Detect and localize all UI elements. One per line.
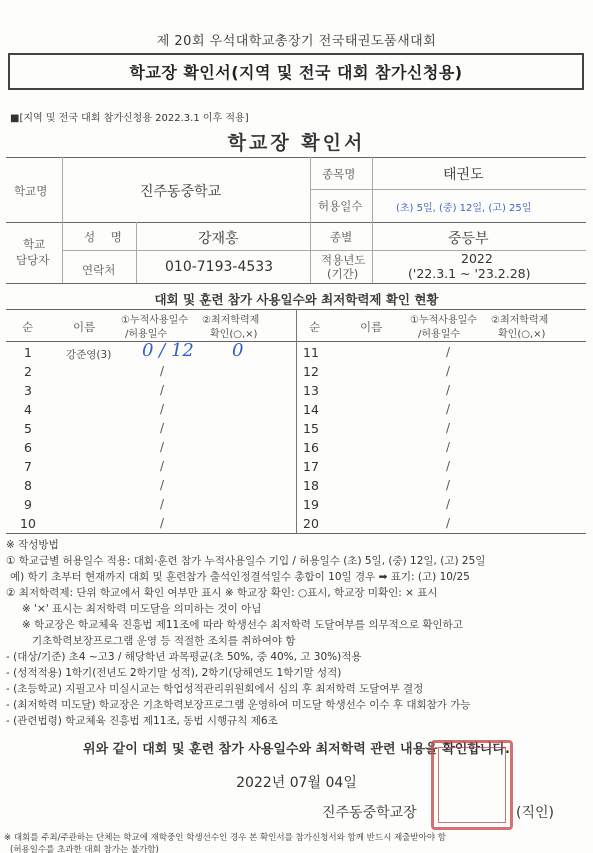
row-no-right: 19 xyxy=(303,497,319,512)
row-no-right: 12 xyxy=(303,364,319,379)
row-no: 3 xyxy=(24,383,32,398)
header-no: 순 xyxy=(22,320,34,334)
event-label: 종목명 xyxy=(322,167,356,181)
row-no: 7 xyxy=(24,459,32,474)
row-no-right: 18 xyxy=(303,478,319,493)
note-line: - (성적적용) 1학기(전년도 2학기말 성적), 2학기(당해연도 1학기말 성적) xyxy=(6,667,342,679)
note-heading: ※ 작성방법 xyxy=(6,539,59,551)
status-table-bottom-border xyxy=(6,533,586,534)
footer-note: ※ 대회를 주최/주관하는 단체는 학교에 재학중인 학생선수인 경우 본 확인서를 참가신청서와 함께 반드시 제출받아야 함 xyxy=(4,833,446,843)
row-days-right: / xyxy=(446,345,451,359)
footer-note-2: (허용일수를 초과한 대회 참가는 불가함) xyxy=(10,845,159,853)
info-divider xyxy=(310,189,586,190)
allowed-days-label: 허용일수 xyxy=(318,199,363,213)
manager-label-line1: 학교 xyxy=(23,237,46,251)
note-line: ① 학교급별 허용일수 적용: 대회·훈련 참가 누적사용일수 기입 / 허용일수 (초) 5일, (중) 12일, (고) 25일 xyxy=(6,555,486,567)
note-line: ② 최저학력제: 단위 학교에서 확인 여부만 표시 ※ 학교장 확인: ○표시, 학교장 미확인: × 표시 xyxy=(6,587,438,599)
signer-seal-mark: (직인) xyxy=(516,805,554,821)
row-name: 강준영(3) xyxy=(66,349,112,361)
note-line: ※ 학교장은 학교체육 진흥법 제11조에 따라 학생선수 최저학력 도달여부를 의무적으로 확인하고 xyxy=(22,619,463,631)
year-period-value: ('22.3.1 ~ '23.2.28) xyxy=(408,266,531,281)
manager-contact-label: 연락처 xyxy=(82,263,116,277)
event-value: 태권도 xyxy=(443,167,484,183)
row-days: / xyxy=(160,364,165,378)
header-check-line2: 확인(○,×) xyxy=(210,329,258,340)
note-line: - (관련법령) 학교체육 진흥법 제11조, 동법 시행규칙 제6조 xyxy=(6,715,278,727)
status-table-center-divider xyxy=(296,309,297,533)
manager-name-label: 성 명 xyxy=(84,230,128,244)
row-no-right: 14 xyxy=(303,402,319,417)
school-name-label: 학교명 xyxy=(14,184,48,198)
event-title: 제 20회 우석대학교총장기 전국태권도품새대회 xyxy=(156,34,437,49)
header-name-right: 이름 xyxy=(360,320,383,334)
row-days: / xyxy=(160,440,165,454)
status-section-title: 대회 및 훈련 참가 사용일수와 최저학력제 확인 현황 xyxy=(154,292,439,307)
year-value: 2022 xyxy=(461,251,493,266)
info-divider xyxy=(62,250,586,251)
note-line: - (대상/기준) 초4 ~고3 / 해당학년 과목평균(초 50%, 중 40%, 고 30%)적용 xyxy=(6,651,362,663)
row-no-right: 11 xyxy=(303,345,319,360)
banner-text: 학교장 확인서(지역 및 전국 대회 참가신청용) xyxy=(129,63,463,82)
row-no: 10 xyxy=(20,516,36,531)
header-check-line1-right: ②최저학력제 xyxy=(491,315,549,326)
allowed-days-value: (초) 5일, (중) 12일, (고) 25일 xyxy=(396,203,532,214)
row-no-right: 16 xyxy=(303,440,319,455)
row-no-right: 15 xyxy=(303,421,319,436)
row-days-right: / xyxy=(446,459,451,473)
school-name-value: 진주동중학교 xyxy=(140,184,222,200)
row-check-handwritten: 0 xyxy=(232,340,244,361)
manager-label-line2: 담당자 xyxy=(16,253,50,267)
usage-note: ■[지역 및 전국 대회 참가신청용 2022.3.1 이후 적용] xyxy=(10,113,249,124)
row-no: 8 xyxy=(24,478,32,493)
official-seal-stamp xyxy=(431,740,513,830)
header-days-line2: /허용일수 xyxy=(125,329,168,340)
row-days-right: / xyxy=(446,516,451,530)
row-days: / xyxy=(160,459,165,473)
document-banner xyxy=(8,53,584,90)
row-days-right: / xyxy=(446,402,451,416)
info-divider xyxy=(6,222,586,223)
info-col-line xyxy=(136,222,137,283)
row-days: / xyxy=(160,402,165,416)
row-days-right: / xyxy=(446,421,451,435)
header-check-line1: ②최저학력제 xyxy=(202,315,260,326)
note-line: 기초학력보장프로그램 운영 등 적절한 조치를 취하여야 함 xyxy=(32,635,296,647)
row-days-right: / xyxy=(446,440,451,454)
year-label-line2: (기간) xyxy=(327,267,359,281)
note-line: ※ '×' 표시는 최저학력 미도달을 의미하는 것이 아님 xyxy=(22,603,262,615)
row-days-handwritten: 0 / 12 xyxy=(142,340,194,361)
manager-name-value: 강재홍 xyxy=(198,231,239,247)
year-label-line1: 적용년도 xyxy=(321,253,366,267)
note-line: - (최저학력 미도달) 학교장은 기초학력보장프로그램 운영하여 미도달 학생선수 이수 후 대회참가 가능 xyxy=(6,699,471,711)
row-days: / xyxy=(160,421,165,435)
row-no-right: 20 xyxy=(303,516,319,531)
header-no-right: 순 xyxy=(309,320,321,334)
row-no: 6 xyxy=(24,440,32,455)
header-days-line2-right: /허용일수 xyxy=(418,329,461,340)
header-check-line2-right: 확인(○,×) xyxy=(498,329,546,340)
row-days: / xyxy=(160,516,165,530)
header-days-line1: ①누적사용일수 xyxy=(121,315,188,326)
confirmation-statement: 위와 같이 대회 및 훈련 참가 사용일수와 최저학력 관련 내용을 확인합니다. xyxy=(83,742,510,757)
row-days-right: / xyxy=(446,383,451,397)
row-days: / xyxy=(160,383,165,397)
signer-name: 진주동중학교장 xyxy=(322,805,417,821)
header-name: 이름 xyxy=(73,320,96,334)
row-no: 5 xyxy=(24,421,32,436)
row-no-right: 13 xyxy=(303,383,319,398)
category-value: 중등부 xyxy=(448,231,489,247)
document-title: 학교장 확인서 xyxy=(227,132,366,154)
issue-date: 2022년 07월 04일 xyxy=(236,775,357,791)
seal-inner-border xyxy=(438,747,506,823)
note-line: 예) 학기 초부터 현재까지 대회 및 훈련참가 출석인정결석일수 총합이 10일 경우 ➡ 표기: (고) 10/25 xyxy=(10,571,470,583)
note-line: - (초등학교) 지필고사 미실시교는 학업성적관리위원회에서 심의 후 최저학력 도달여부 결정 xyxy=(6,683,424,695)
header-days-line1-right: ①누적사용일수 xyxy=(410,315,477,326)
row-days: / xyxy=(160,478,165,492)
row-no: 2 xyxy=(24,364,32,379)
row-days-right: / xyxy=(446,497,451,511)
row-days-right: / xyxy=(446,478,451,492)
row-no-right: 17 xyxy=(303,459,319,474)
info-col-line xyxy=(62,157,63,283)
info-col-line xyxy=(372,157,373,283)
row-no: 4 xyxy=(24,402,32,417)
row-no: 9 xyxy=(24,497,32,512)
row-no: 1 xyxy=(24,345,32,360)
info-table-top-border xyxy=(6,157,586,158)
info-divider xyxy=(6,283,586,284)
info-col-line xyxy=(310,157,311,283)
row-days-right: / xyxy=(446,364,451,378)
manager-contact-value: 010-7193-4533 xyxy=(165,259,274,275)
category-label: 종별 xyxy=(330,230,353,244)
row-days: / xyxy=(160,497,165,511)
